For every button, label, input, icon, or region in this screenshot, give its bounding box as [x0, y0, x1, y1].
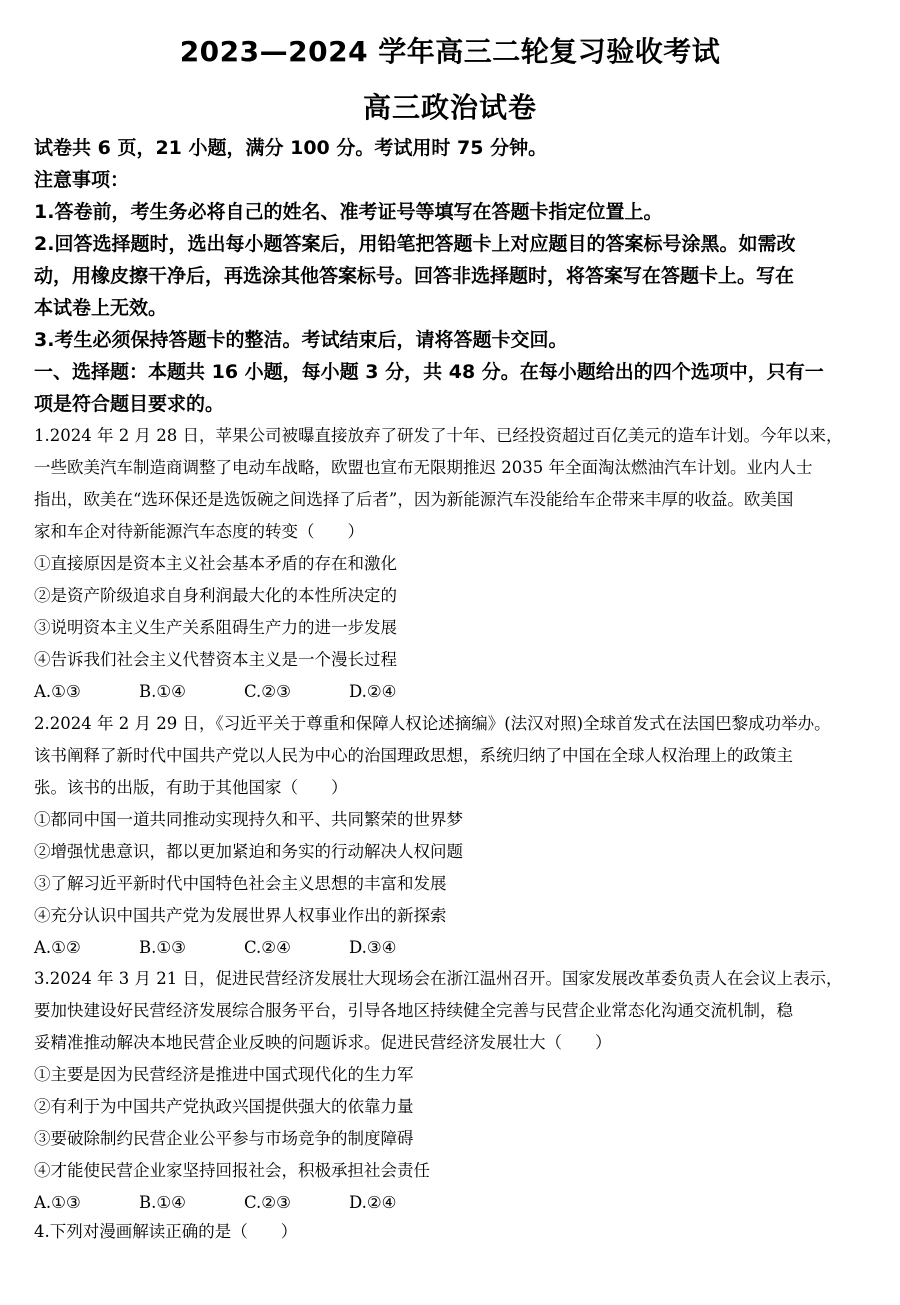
- question-item: ③要破除制约民营企业公平参与市场竞争的制度障碍: [34, 1129, 414, 1148]
- question-item: ④才能使民营企业家坚持回报社会，积极承担社会责任: [34, 1161, 430, 1180]
- option-b: B.①④: [139, 682, 186, 701]
- notice-line: 动，用橡皮擦干净后，再选涂其他答案标号。回答非选择题时，将答案写在答题卡上。写在: [34, 265, 795, 287]
- option-a: A.①③: [34, 1193, 81, 1212]
- question-stem: 张。该书的出版，有助于其他国家（ ）: [34, 778, 348, 797]
- question-item: ④告诉我们社会主义代替资本主义是一个漫长过程: [34, 650, 397, 669]
- answer-options: [34, 676, 874, 708]
- question-item: ④充分认识中国共产党为发展世界人权事业作出的新探索: [34, 906, 447, 925]
- option-b: B.①④: [139, 1193, 186, 1212]
- question-item: ①直接原因是资本主义社会基本矛盾的存在和激化: [34, 554, 397, 573]
- question-stem: 1.2024 年 2 月 28 日，苹果公司被曝直接放弃了研发了十年、已经投资超过百亿美元的造车计划。今年以来，: [34, 426, 843, 445]
- notice-line: 3.考生必须保持答题卡的整洁。考试结束后，请将答题卡交回。: [34, 329, 568, 351]
- question-stem: 2.2024 年 2 月 29 日，《习近平关于尊重和保障人权论述摘编》(法汉对照)全球首发式在法国巴黎成功举办。: [34, 714, 831, 733]
- question-item: ②是资产阶级追求自身利润最大化的本性所决定的: [34, 586, 397, 605]
- question-stem: 要加快建设好民营经济发展综合服务平台，引导各地区持续健全完善与民营企业常态化沟通交流机制，稳: [34, 1001, 793, 1020]
- section-heading: 一、选择题：本题共 16 小题，每小题 3 分，共 48 分。在每小题给出的四个选项中，只有一: [34, 361, 824, 383]
- notice-line: 1.答卷前，考生务必将自己的姓名、准考证号等填写在答题卡指定位置上。: [34, 201, 663, 223]
- question-item: ②增强忧患意识，都以更加紧迫和务实的行动解决人权问题: [34, 842, 463, 861]
- exam-title: 2023—2024 学年高三二轮复习验收考试: [179, 35, 721, 68]
- question-stem: 指出，欧美在“选环保还是选饭碗之间选择了后者”，因为新能源汽车没能给车企带来丰厚的收益。欧美国: [34, 490, 794, 509]
- exam-summary: 试卷共 6 页，21 小题，满分 100 分。考试用时 75 分钟。: [34, 137, 548, 159]
- instructions: [34, 132, 874, 420]
- question-stem: 妥精准推动解决本地民营企业反映的问题诉求。促进民营经济发展壮大（ ）: [34, 1033, 612, 1052]
- question-item: ②有利于为中国共产党执政兴国提供强大的依靠力量: [34, 1097, 414, 1116]
- question-1: [34, 420, 874, 708]
- option-d: D.②④: [349, 682, 397, 701]
- option-b: B.①③: [139, 938, 186, 957]
- answer-options: [34, 1187, 874, 1219]
- question-4: [34, 1216, 874, 1248]
- question-stem: 家和车企对待新能源汽车态度的转变（ ）: [34, 522, 364, 541]
- question-stem: 一些欧美汽车制造商调整了电动车战略，欧盟也宣布无限期推迟 2035 年全面淘汰燃油汽车计划。业内人士: [34, 458, 813, 477]
- question-item: ③说明资本主义生产关系阻碍生产力的进一步发展: [34, 618, 397, 637]
- option-a: A.①③: [34, 682, 81, 701]
- question-item: ①主要是因为民营经济是推进中国式现代化的生力军: [34, 1065, 414, 1084]
- question-2: [34, 708, 874, 964]
- option-c: C.②③: [244, 682, 291, 701]
- notice-line: 2.回答选择题时，选出每小题答案后，用铅笔把答题卡上对应题目的答案标号涂黑。如需改: [34, 233, 796, 255]
- question-stem: 4.下列对漫画解读正确的是（ ）: [34, 1222, 298, 1241]
- question-3: [34, 963, 874, 1219]
- option-d: D.②④: [349, 1193, 397, 1212]
- question-item: ①都同中国一道共同推动实现持久和平、共同繁荣的世界梦: [34, 810, 463, 829]
- option-c: C.②④: [244, 938, 291, 957]
- question-item: ③了解习近平新时代中国特色社会主义思想的丰富和发展: [34, 874, 447, 893]
- option-d: D.③④: [349, 938, 397, 957]
- answer-options: [34, 932, 874, 964]
- notice-line: 本试卷上无效。: [34, 297, 168, 319]
- option-a: A.①②: [34, 938, 81, 957]
- question-stem: 该书阐释了新时代中国共产党以人民为中心的治国理政思想，系统归纳了中国在全球人权治理上的政策主: [34, 746, 793, 765]
- question-stem: 3.2024 年 3 月 21 日，促进民营经济发展壮大现场会在浙江温州召开。国家发展改革委负责人在会议上表示，: [34, 969, 843, 988]
- exam-subtitle: 高三政治试卷: [362, 91, 537, 124]
- section-heading: 项是符合题目要求的。: [34, 393, 225, 415]
- option-c: C.②③: [244, 1193, 291, 1212]
- notice-heading: 注意事项：: [34, 169, 130, 191]
